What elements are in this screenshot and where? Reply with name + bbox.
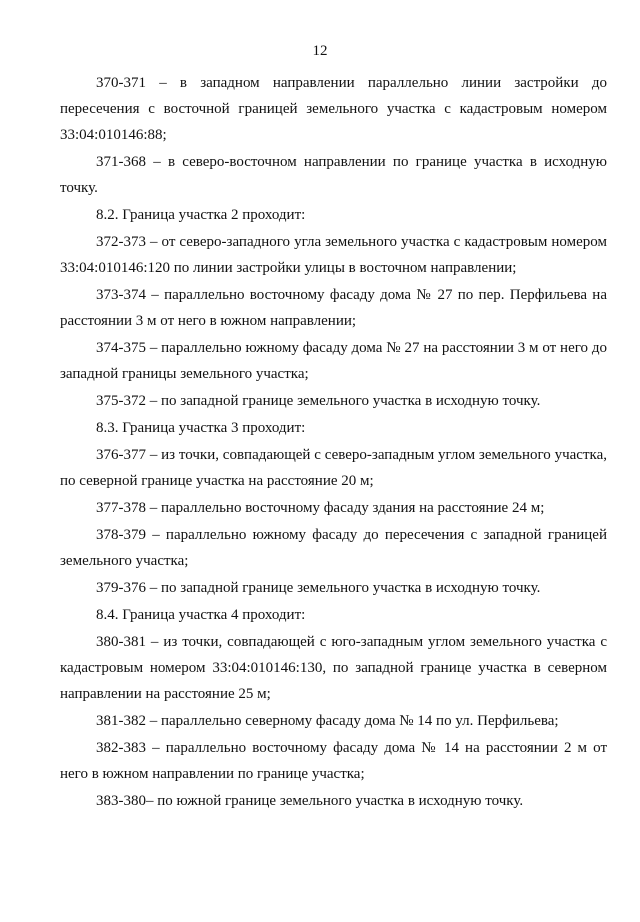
section-heading-8-4: 8.4. Граница участка 4 проходит: (96, 607, 306, 623)
paragraph-boundary-374-375: 374-375 – параллельно южному фасаду дома № 27 на расстоянии 3 м от него до западной границы земельного участка; (60, 340, 607, 382)
paragraph-boundary-371-368: 371-368 – в северо-восточном направлении по границе участка в исходную точку. (60, 154, 607, 196)
paragraph-boundary-378-379: 378-379 – параллельно южному фасаду до пересечения с западной границей земельного участка; (60, 527, 607, 569)
paragraph-boundary-370-371: 370-371 – в западном направлении параллельно линии застройки до пересечения с восточной границей земельного участка с кадастровым номером 33:04:010146:88; (60, 75, 607, 143)
paragraph-boundary-377-378: 377-378 – параллельно восточному фасаду здания на расстояние 24 м; (96, 500, 545, 516)
paragraph-boundary-380-381: 380-381 – из точки, совпадающей с юго-западным углом земельного участка с кадастровым номером 33:04:010146:130, по западной границе участка в северном направлении на расстояние 25 м; (60, 634, 607, 702)
paragraph-boundary-372-373: 372-373 – от северо-западного угла земельного участка с кадастровым номером 33:04:010146:120 по линии застройки улицы в восточном направлении; (60, 234, 607, 276)
paragraph-boundary-376-377: 376-377 – из точки, совпадающей с северо-западным углом земельного участка, по северной границе участка на расстояние 20 м; (60, 447, 607, 489)
paragraph-boundary-379-376: 379-376 – по западной границе земельного участка в исходную точку. (96, 580, 541, 596)
section-heading-8-2: 8.2. Граница участка 2 проходит: (96, 207, 306, 223)
document-body (60, 70, 607, 814)
paragraph-boundary-382-383: 382-383 – параллельно восточному фасаду дома № 14 на расстоянии 2 м от него в южном направлении по границе участка; (60, 740, 607, 782)
section-heading-8-3: 8.3. Граница участка 3 проходит: (96, 420, 306, 436)
paragraph-boundary-381-382: 381-382 – параллельно северному фасаду дома № 14 по ул. Перфильева; (96, 713, 559, 729)
paragraph-boundary-375-372: 375-372 – по западной границе земельного участка в исходную точку. (96, 393, 541, 409)
page-number: 12 (312, 43, 328, 59)
paragraph-boundary-383-380: 383-380– по южной границе земельного участка в исходную точку. (96, 793, 524, 809)
paragraph-boundary-373-374: 373-374 – параллельно восточному фасаду дома № 27 по пер. Перфильева на расстоянии 3 м от него в южном направлении; (60, 287, 607, 329)
